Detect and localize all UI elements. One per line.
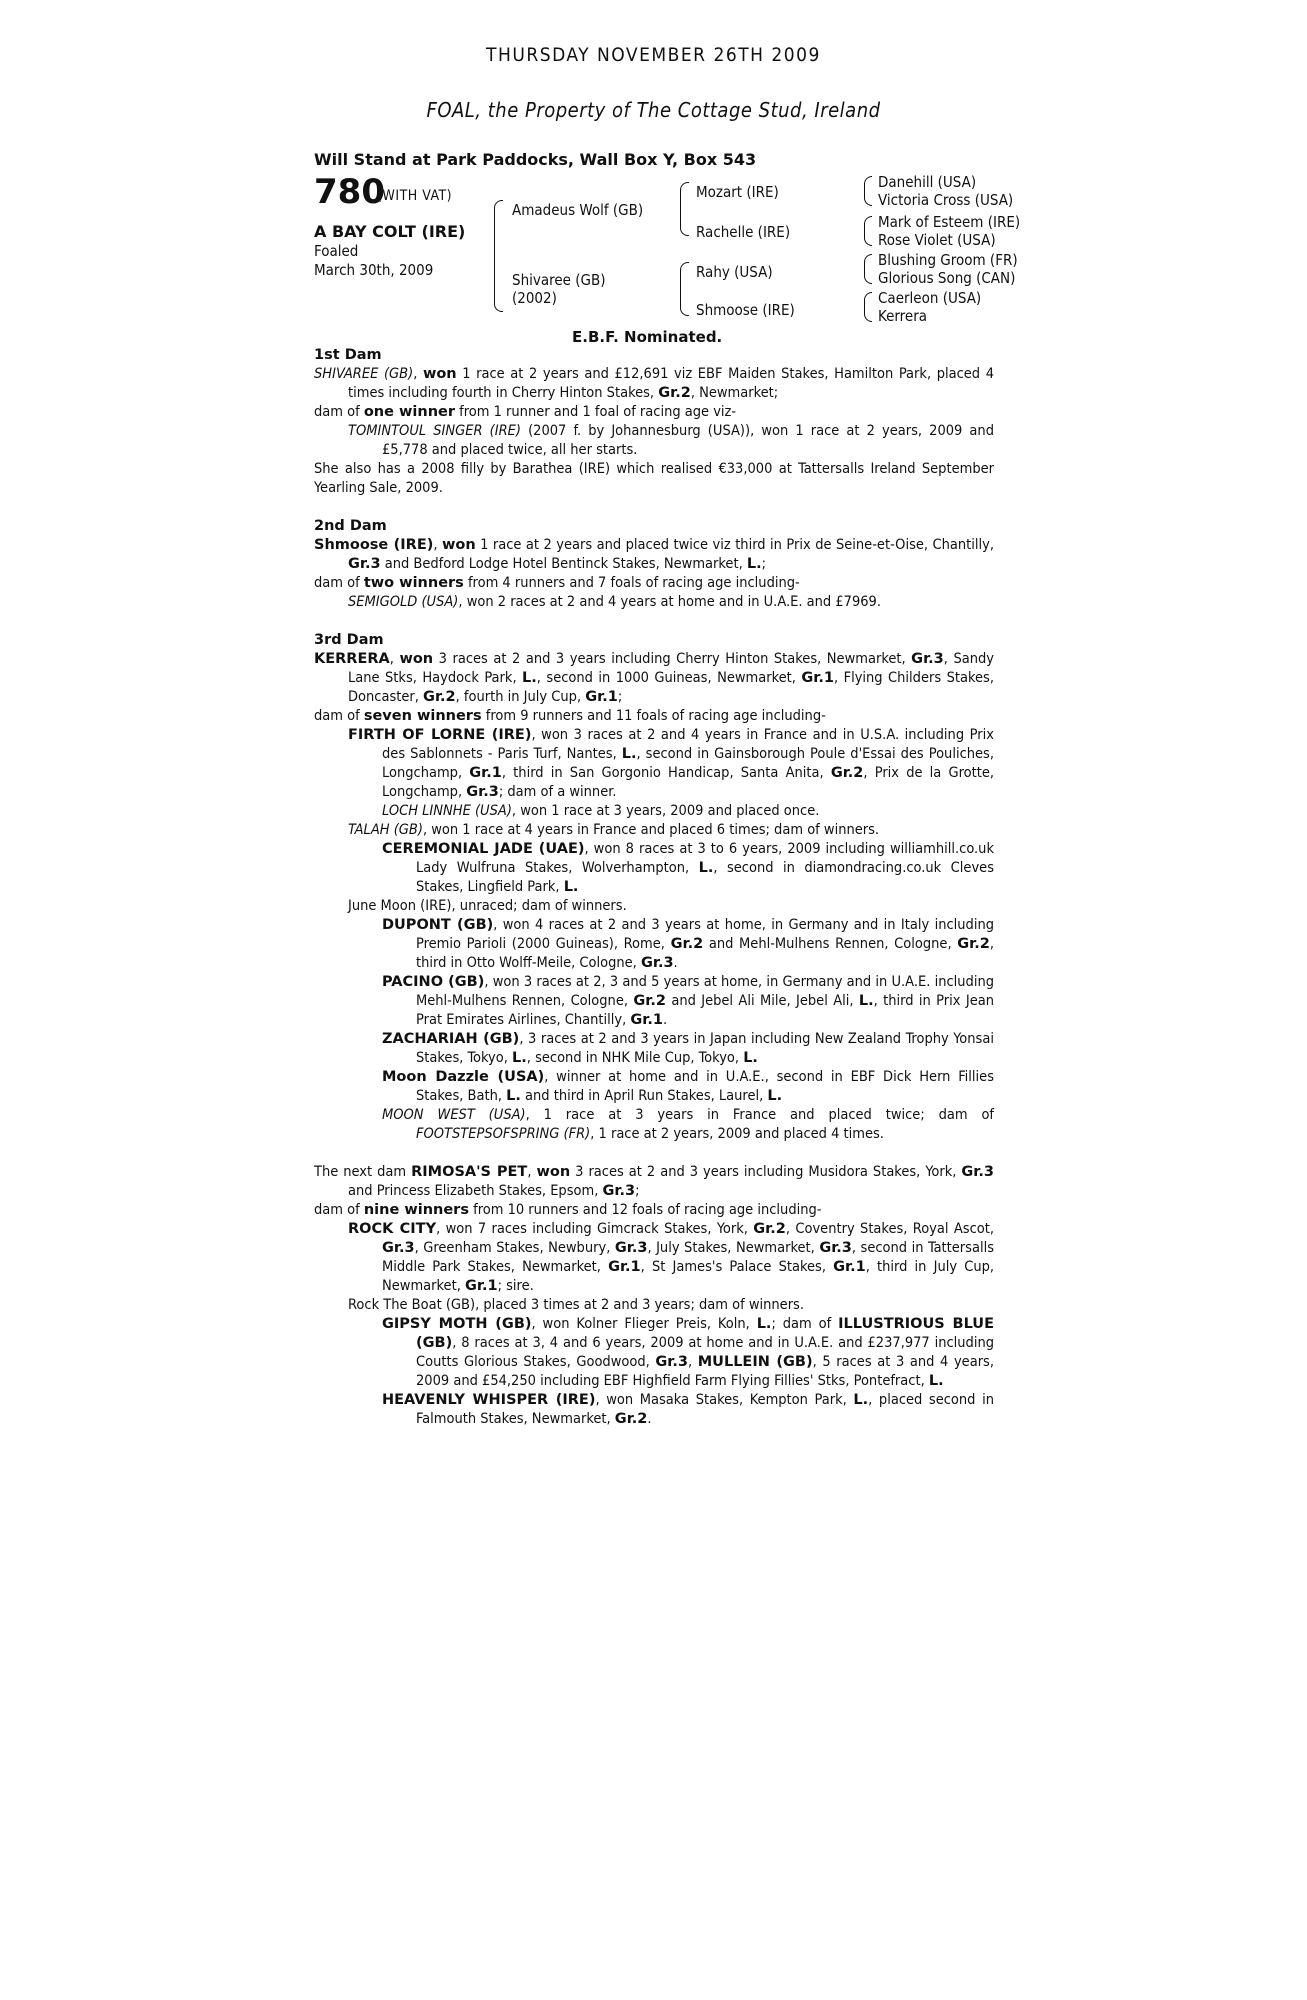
foaled-date: March 30th, 2009 <box>314 261 434 279</box>
dam-record: SHIVAREE (GB), won 1 race at 2 years and £12,691 viz EBF Maiden Stakes, Hamilton Park, placed 4 times including fourth in Cherry Hinton Stakes, Gr.2, Newmarket; <box>314 366 994 401</box>
ebf-nominated: E.B.F. Nominated. <box>572 328 723 346</box>
third-dam-heading: 3rd Dam <box>314 632 384 648</box>
pedigree-sire: Amadeus Wolf (GB) <box>512 201 644 219</box>
produce-entry: DUPONT (GB), won 4 races at 2 and 3 years at home, in Germany and in Italy including Premio Parioli (2000 Guineas), Rome, Gr.2 and Mehl-Mulhens Rennen, Cologne, Gr.2, third in Otto Wolff-Meile, Cologne, Gr.3. <box>382 917 995 971</box>
next-dam-record: The next dam RIMOSA'S PET, won 3 races at 2 and 3 years including Musidora Stakes, York, Gr.3 and Princess Elizabeth Stakes, Epsom, Gr.3; <box>314 1164 994 1199</box>
pedigree-g5: Blushing Groom (FR) <box>878 251 1018 269</box>
produce-entry: MOON WEST (USA), 1 race at 3 years in France and placed twice; dam of FOOTSTEPSOFSPRING (FR), 1 race at 2 years, 2009 and placed 4 times. <box>382 1107 995 1142</box>
lot-number: 780 <box>314 172 385 212</box>
produce-entry: HEAVENLY WHISPER (IRE), won Masaka Stakes, Kempton Park, L., placed second in Falmouth Stakes, Newmarket, Gr.2. <box>382 1392 994 1427</box>
vat-note: (WITH VAT) <box>377 188 453 204</box>
first-dam-heading: 1st Dam <box>314 347 382 363</box>
pedigree-brace-g1 <box>864 176 872 206</box>
produce-entry: TOMINTOUL SINGER (IRE) (2007 f. by Johannesburg (USA)), won 1 race at 2 years, 2009 and £5,778 and placed twice, all her starts. <box>348 423 994 458</box>
next-dam-produce-summary: dam of nine winners from 10 runners and 12 foals of racing age including- <box>314 1202 822 1218</box>
pedigree-sire-dam: Rachelle (IRE) <box>696 223 791 241</box>
pedigree-brace-sire <box>680 182 689 236</box>
pedigree-g7: Caerleon (USA) <box>878 289 982 307</box>
pedigree-brace-g2 <box>864 216 872 246</box>
produce-entry: Moon Dazzle (USA), winner at home and in U.A.E., second in EBF Dick Hern Fillies Stakes, Bath, L. and third in April Run Stakes, Laurel, L. <box>382 1069 995 1104</box>
pedigree-brace-g4 <box>864 292 872 322</box>
produce-entry: PACINO (GB), won 3 races at 2, 3 and 5 years at home, in Germany and in U.A.E. including Mehl-Mulhens Rennen, Cologne, Gr.2 and Jebel Ali Mile, Jebel Ali, L., third in Prix Jean Prat Emirates Airlines, Chantilly, Gr.1. <box>382 974 995 1028</box>
stand-location: Will Stand at Park Paddocks, Wall Box Y, Box 543 <box>314 150 757 169</box>
pedigree-dam-dam: Shmoose (IRE) <box>696 301 795 319</box>
second-dam-produce-summary: dam of two winners from 4 runners and 7 foals of racing age including- <box>314 575 800 591</box>
pedigree-brace-dam <box>680 262 689 316</box>
dam-note: She also has a 2008 filly by Barathea (IRE) which realised €33,000 at Tattersalls Ireland September Yearling Sale, 2009. <box>314 461 994 496</box>
produce-entry: CEREMONIAL JADE (UAE), won 8 races at 3 to 6 years, 2009 including williamhill.co.uk Lady Wulfruna Stakes, Wolverhampton, L., second in diamondracing.co.uk Cleves Stakes, Lingfield Park, L. <box>382 841 995 895</box>
produce-entry: ZACHARIAH (GB), 3 races at 2 and 3 years in Japan including New Zealand Trophy Yonsai Stakes, Tokyo, L., second in NHK Mile Cup, Tokyo, L. <box>382 1031 994 1066</box>
pedigree-g1: Danehill (USA) <box>878 173 977 191</box>
pedigree-dam: Shivaree (GB) <box>512 271 606 289</box>
pedigree-g2: Victoria Cross (USA) <box>878 191 1014 209</box>
produce-entry: Rock The Boat (GB), placed 3 times at 2 and 3 years; dam of winners. <box>348 1297 804 1313</box>
produce-entry: SEMIGOLD (USA), won 2 races at 2 and 4 years at home and in U.A.E. and £7969. <box>348 594 881 610</box>
foal-owner-line: FOAL, the Property of The Cottage Stud, Ireland <box>426 98 881 122</box>
pedigree-dam-year: (2002) <box>512 289 557 307</box>
dam-produce-summary: dam of one winner from 1 runner and 1 foal of racing age viz- <box>314 404 737 420</box>
produce-entry: GIPSY MOTH (GB), won Kolner Flieger Preis, Koln, L.; dam of ILLUSTRIOUS BLUE (GB), 8 races at 3, 4 and 6 years, 2009 at home and in U.A.E. and £237,977 including Coutts Glorious Stakes, Goodwood, Gr.3, MULLEIN (GB), 5 races at 3 and 4 years, 2009 and £54,250 including EBF Highfield Farm Flying Fillies' Stks, Pontefract, L. <box>382 1316 994 1389</box>
pedigree-g8: Kerrera <box>878 307 928 325</box>
pedigree-g4: Rose Violet (USA) <box>878 231 996 249</box>
lot-description: A BAY COLT (IRE) <box>314 222 466 241</box>
produce-entry: FIRTH OF LORNE (IRE), won 3 races at 2 and 4 years in France and in U.S.A. including Prix des Sablonnets - Paris Turf, Nantes, L., second in Gainsborough Poule d'Essai des Pouliches, Longchamp, Gr.1, third in San Gorgonio Handicap, Santa Anita, Gr.2, Prix de la Grotte, Longchamp, Gr.3; dam of a winner. <box>348 727 994 800</box>
pedigree-brace-g3 <box>864 254 872 284</box>
catalogue-body <box>314 346 994 1429</box>
sale-date: THURSDAY NOVEMBER 26TH 2009 <box>486 44 821 66</box>
second-dam-heading: 2nd Dam <box>314 518 387 534</box>
second-dam-record: Shmoose (IRE), won 1 race at 2 years and placed twice viz third in Prix de Seine-et-Oise, Chantilly, Gr.3 and Bedford Lodge Hotel Bentinck Stakes, Newmarket, L.; <box>314 537 994 572</box>
produce-entry: ROCK CITY, won 7 races including Gimcrack Stakes, York, Gr.2, Coventry Stakes, Royal Ascot, Gr.3, Greenham Stakes, Newbury, Gr.3, July Stakes, Newmarket, Gr.3, second in Tattersalls Middle Park Stakes, Newmarket, Gr.1, St James's Palace Stakes, Gr.1, third in July Cup, Newmarket, Gr.1; sire. <box>348 1221 995 1294</box>
pedigree-dam-sire: Rahy (USA) <box>696 263 773 281</box>
pedigree-sire-sire: Mozart (IRE) <box>696 183 779 201</box>
produce-entry: June Moon (IRE), unraced; dam of winners. <box>348 898 627 914</box>
foaled-info <box>314 242 433 280</box>
pedigree-g3: Mark of Esteem (IRE) <box>878 213 1021 231</box>
pedigree-g6: Glorious Song (CAN) <box>878 269 1016 287</box>
produce-entry: LOCH LINNHE (USA), won 1 race at 3 years, 2009 and placed once. <box>382 803 820 819</box>
foaled-label: Foaled <box>314 242 359 260</box>
pedigree-brace-main <box>494 200 503 312</box>
third-dam-produce-summary: dam of seven winners from 9 runners and 11 foals of racing age including- <box>314 708 826 724</box>
third-dam-record: KERRERA, won 3 races at 2 and 3 years including Cherry Hinton Stakes, Newmarket, Gr.3, Sandy Lane Stks, Haydock Park, L., second in 1000 Guineas, Newmarket, Gr.1, Flying Childers Stakes, Doncaster, Gr.2, fourth in July Cup, Gr.1; <box>314 651 994 705</box>
produce-entry: TALAH (GB), won 1 race at 4 years in France and placed 6 times; dam of winners. <box>348 822 880 838</box>
